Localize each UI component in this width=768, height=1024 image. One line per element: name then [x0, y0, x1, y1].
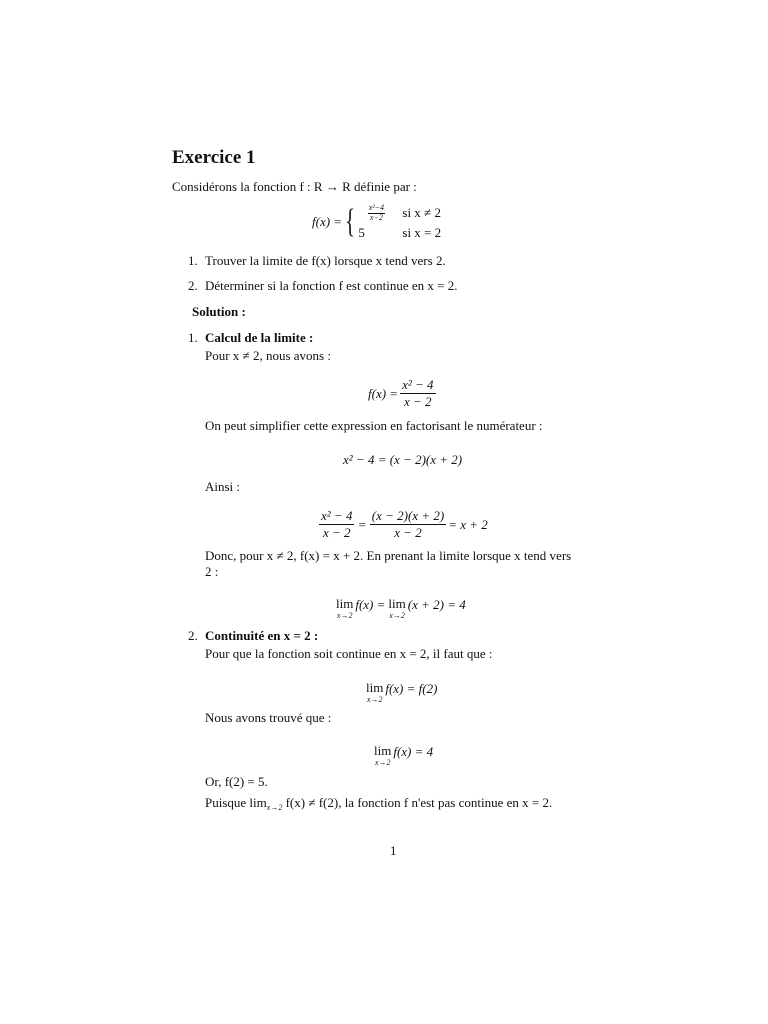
eq1-denominator: x − 2	[404, 394, 432, 410]
case1-condition: si x ≠ 2	[402, 205, 441, 221]
page-number: 1	[390, 843, 397, 858]
part1-eq1	[368, 378, 438, 410]
eq3-fraction-1	[319, 509, 354, 541]
solution-heading: Solution :	[192, 304, 246, 319]
part2-eq1-lim-sub: x→2	[366, 695, 383, 704]
part2-eq2-limit	[374, 744, 391, 767]
eq4-lim-word-2: lim	[388, 596, 406, 611]
eq3-equals: =	[358, 516, 366, 532]
case-1	[358, 204, 441, 223]
part2-eq1-limit	[366, 681, 383, 704]
question-1-text: Trouver la limite de f(x) lorsque x tend vers 2.	[205, 253, 446, 268]
eq4-lim-word-1: lim	[336, 596, 354, 611]
part2-p1: Pour que la fonction soit continue en x = 2, il faut que :	[205, 646, 493, 661]
part1-p1: Pour x ≠ 2, nous avons :	[205, 348, 331, 363]
part2-eq2-rhs: f(x) = 4	[393, 744, 434, 759]
part2-p3: Or, f(2) = 5.	[205, 774, 268, 789]
question-1-number: 1.	[188, 253, 198, 268]
eq3-fraction-2	[370, 509, 446, 541]
part2-eq2-lim-word: lim	[374, 743, 392, 758]
piecewise-definition	[312, 204, 441, 241]
intro-text: Considérons la fonction f : R → R définie par :	[172, 179, 417, 194]
part2-p4-post: f(x) ≠ f(2), la fonction f n'est pas continue en x = 2.	[282, 795, 553, 810]
part2-eq2-lim-sub: x→2	[374, 758, 391, 767]
part1-p4-line2: 2 :	[205, 564, 219, 579]
definition-lhs: f(x) =	[312, 214, 343, 230]
eq3-denominator-2: x − 2	[394, 525, 422, 541]
part2-heading: Continuité en x = 2 :	[205, 628, 319, 643]
part1-p2: On peut simplifier cette expression en factorisant le numérateur :	[205, 418, 543, 433]
eq4-lim-sub-1: x→2	[336, 611, 353, 620]
case1-fraction	[360, 204, 392, 223]
eq3-numerator-1: x² − 4	[319, 509, 354, 525]
part2-number: 2.	[188, 628, 198, 643]
eq4-limit-2	[388, 597, 405, 620]
question-2-number: 2.	[188, 278, 198, 293]
part1-eq4	[336, 597, 466, 620]
case2-value: 5	[358, 224, 365, 240]
case-2	[358, 225, 441, 241]
part2-p4-pre: Puisque lim	[205, 795, 267, 810]
eq3-rhs: = x + 2	[448, 516, 488, 532]
part1-p3: Ainsi :	[205, 479, 241, 494]
brace-symbol: {	[345, 203, 356, 241]
eq3-numerator-2: (x − 2)(x + 2)	[370, 509, 446, 525]
cases	[358, 204, 441, 241]
part2-eq1	[366, 681, 437, 704]
part1-heading: Calcul de la limite :	[205, 330, 314, 345]
eq1-numerator: x² − 4	[400, 378, 435, 394]
eq4-lim-sub-2: x→2	[389, 611, 405, 620]
part1-number: 1.	[188, 330, 198, 345]
part1-eq3	[317, 509, 488, 541]
part2-eq1-lim-word: lim	[366, 680, 384, 695]
part1-p4-line1: Donc, pour x ≠ 2, f(x) = x + 2. En prenant la limite lorsque x tend vers	[205, 548, 572, 563]
part1-eq2: x² − 4 = (x − 2)(x + 2)	[343, 452, 463, 467]
part2-eq2	[374, 744, 433, 767]
eq1-fraction	[400, 378, 435, 410]
case1-numerator: x²−4	[368, 203, 385, 212]
eq3-denominator-1: x − 2	[322, 525, 351, 541]
part2-p4	[205, 795, 552, 812]
exercise-title: Exercice 1	[172, 147, 256, 168]
part2-eq1-rhs: f(x) = f(2)	[385, 681, 438, 696]
question-2-text: Déterminer si la fonction f est continue en x = 2.	[205, 278, 458, 293]
case1-denominator: x−2	[369, 212, 383, 222]
eq1-lhs: f(x) =	[368, 385, 399, 401]
eq4-mid: f(x) =	[355, 597, 386, 612]
case2-condition: si x = 2	[402, 224, 442, 240]
part2-p2: Nous avons trouvé que :	[205, 710, 332, 725]
part2-p4-sub: x→2	[266, 803, 283, 812]
eq4-rhs: (x + 2) = 4	[407, 597, 466, 612]
eq4-limit-1	[336, 597, 353, 620]
